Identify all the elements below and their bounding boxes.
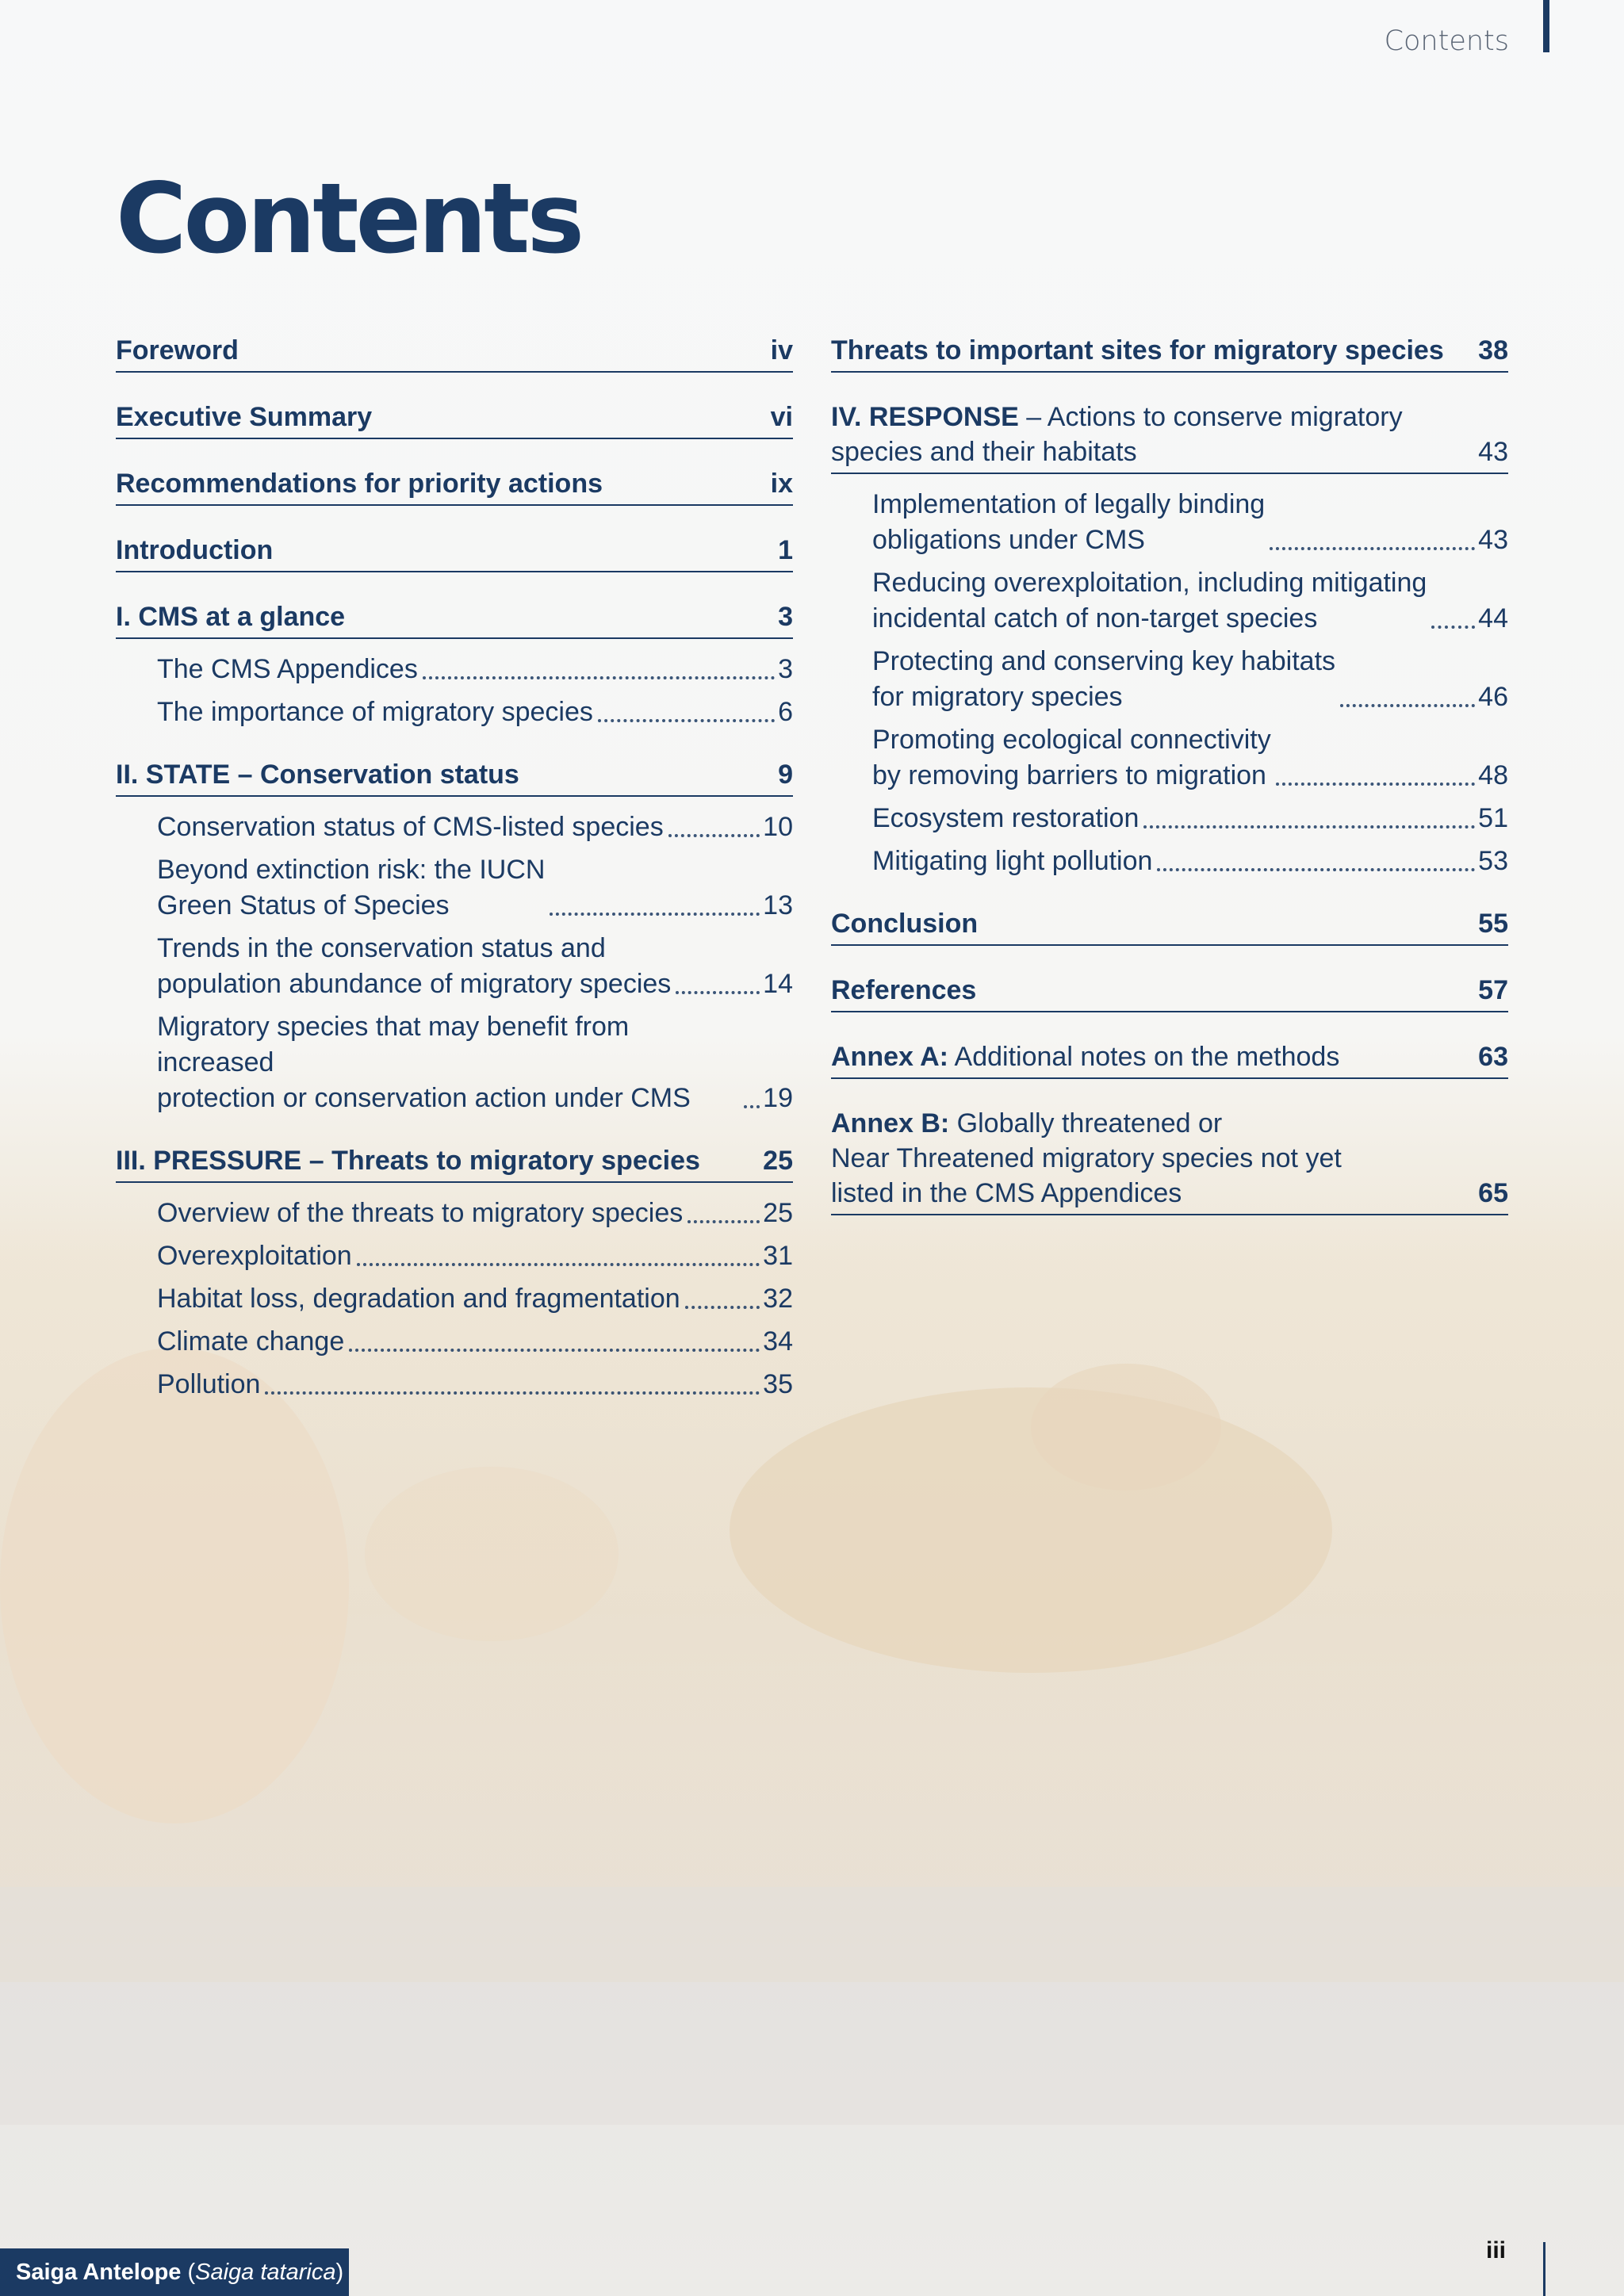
toc-subentry[interactable]: [157, 809, 793, 845]
toc-section-1-subentries: [116, 652, 793, 730]
leader-dots: [598, 719, 775, 722]
toc-entry-page: 9: [778, 760, 793, 790]
toc-subentry-page: 25: [763, 1198, 793, 1228]
toc-entry-recommendations[interactable]: [116, 466, 793, 506]
toc-subentry-page: 3: [778, 654, 793, 684]
toc-entry-page: 25: [763, 1146, 793, 1176]
leader-dots: [744, 1105, 760, 1108]
caption-scientific-name: Saiga tatarica: [195, 2260, 336, 2285]
toc-entry-label-bold: Annex B:: [831, 1108, 950, 1138]
running-header: Contents: [1384, 25, 1509, 57]
leader-dots: [685, 1306, 760, 1309]
leader-dots: [1157, 868, 1475, 871]
toc-entry-label: Recommendations for priority actions: [116, 469, 603, 499]
page-title: Contents: [116, 163, 582, 275]
leader-dots: [349, 1349, 760, 1352]
toc-entry-label-line2: species and their habitats: [831, 437, 1137, 467]
toc-subentry-page: 44: [1478, 603, 1508, 633]
toc-subentry-label: The importance of migratory species: [157, 697, 593, 727]
toc-subentry[interactable]: [872, 844, 1508, 879]
toc-subentry-page: 34: [763, 1326, 793, 1357]
caption-common-name: Saiga Antelope: [16, 2260, 182, 2285]
leader-dots: [265, 1391, 760, 1395]
toc-entry-label: Introduction: [116, 535, 274, 565]
toc-subentry-page: 48: [1478, 760, 1508, 790]
toc-subentry-label-line1: Migratory species that may benefit from increased: [157, 1012, 630, 1077]
toc-subentry[interactable]: [157, 1281, 793, 1317]
toc-entry-annex-b[interactable]: [831, 1106, 1508, 1215]
toc-entry-label-line3: listed in the CMS Appendices: [831, 1178, 1182, 1208]
toc-subentry-label-line2: population abundance of migratory species: [157, 969, 672, 999]
toc-subentry-page: 31: [763, 1241, 793, 1271]
toc-entry-introduction[interactable]: [116, 533, 793, 572]
toc-subentry-label: Conservation status of CMS-listed species: [157, 812, 664, 842]
toc-subentry[interactable]: [157, 852, 793, 924]
toc-subentry-label: The CMS Appendices: [157, 654, 418, 684]
toc-subentry[interactable]: [872, 722, 1508, 794]
photo-caption: [0, 2248, 349, 2296]
toc-entry-page: iv: [770, 335, 793, 365]
toc-subentry-label-line1: Protecting and conserving key habitats: [872, 646, 1336, 676]
toc-entry-page: 38: [1478, 335, 1508, 365]
toc-entry-page: 3: [778, 602, 793, 632]
toc-subentry-page: 35: [763, 1369, 793, 1399]
toc-subentry-label-line1: Beyond extinction risk: the IUCN: [157, 855, 546, 885]
toc-section-2[interactable]: [116, 757, 793, 797]
toc-subentry-label-line1: Reducing overexploitation, including mitigating: [872, 568, 1427, 598]
toc-entry-label-rest: – Actions to conserve migratory: [1018, 402, 1403, 432]
toc-subentry[interactable]: [872, 644, 1508, 715]
leader-dots: [688, 1220, 760, 1223]
toc-subentry-label-line1: Trends in the conservation status and: [157, 933, 606, 963]
toc-subentry-page: 6: [778, 697, 793, 727]
toc-subentry[interactable]: [157, 1238, 793, 1274]
leader-dots: [423, 676, 775, 679]
toc-subentry[interactable]: [157, 931, 793, 1002]
toc-subentry[interactable]: [872, 487, 1508, 558]
leader-dots: [1270, 547, 1475, 550]
toc-entry-label: III. PRESSURE – Threats to migratory species: [116, 1146, 700, 1176]
leader-dots: [1431, 626, 1475, 629]
toc-subentry-label-line2: for migratory species: [872, 682, 1123, 712]
toc-subentry-page: 53: [1478, 846, 1508, 876]
toc-entry-page: 63: [1478, 1042, 1508, 1072]
toc-entry-threats-sites[interactable]: [831, 333, 1508, 373]
toc-subentry-label: Overexploitation: [157, 1241, 352, 1271]
toc-subentry-page: 10: [763, 812, 793, 842]
toc-subentry-label-line2: obligations under CMS: [872, 525, 1145, 555]
footer-accent-bar: [1543, 2242, 1545, 2296]
toc-entry-executive-summary[interactable]: [116, 400, 793, 439]
toc-entry-label: Threats to important sites for migratory species: [831, 335, 1444, 365]
toc-subentry[interactable]: [157, 652, 793, 687]
toc-subentry-page: 46: [1478, 682, 1508, 712]
toc-subentry-page: 13: [763, 890, 793, 920]
toc-section-4[interactable]: [831, 400, 1508, 474]
toc-section-2-subentries: [116, 809, 793, 1116]
toc-subentry-label: Ecosystem restoration: [872, 803, 1139, 833]
toc-subentry[interactable]: [872, 801, 1508, 836]
toc-section-1[interactable]: [116, 599, 793, 639]
leader-dots: [1340, 704, 1475, 707]
toc-entry-page: ix: [770, 469, 793, 499]
toc-subentry-label: Climate change: [157, 1326, 345, 1357]
toc-entry-page: vi: [770, 402, 793, 432]
toc-subentry-label: Habitat loss, degradation and fragmentation: [157, 1284, 680, 1314]
leader-dots: [1276, 783, 1475, 786]
toc-entry-label: Foreword: [116, 335, 239, 365]
leader-dots: [1143, 825, 1475, 828]
toc-entry-references[interactable]: [831, 973, 1508, 1012]
page-number: iii: [1486, 2237, 1507, 2263]
toc-subentry-label-line1: Promoting ecological connectivity: [872, 725, 1271, 755]
toc-entry-page: 1: [778, 535, 793, 565]
toc-subentry-label-line2: incidental catch of non-target species: [872, 603, 1318, 633]
toc-entry-label-rest: Globally threatened or: [949, 1108, 1223, 1138]
caption-paren-close: ): [335, 2260, 344, 2285]
toc-entry-page: 65: [1478, 1178, 1508, 1208]
toc-entry-label: Executive Summary: [116, 402, 373, 432]
toc-entry-label-rest: Additional notes on the methods: [948, 1042, 1340, 1072]
leader-dots: [550, 913, 760, 916]
toc-subentry-page: 43: [1478, 525, 1508, 555]
toc-subentry[interactable]: [157, 1324, 793, 1360]
toc-entry-label: II. STATE – Conservation status: [116, 760, 519, 790]
toc-subentry-label-line2: Green Status of Species: [157, 890, 450, 920]
toc-subentry-page: 14: [763, 969, 793, 999]
toc-subentry-page: 19: [763, 1083, 793, 1113]
caption-paren-open: (: [181, 2260, 196, 2285]
toc-entry-annex-a[interactable]: [831, 1039, 1508, 1079]
toc-subentry[interactable]: [157, 1367, 793, 1402]
toc-subentry-label: Pollution: [157, 1369, 261, 1399]
toc-entry-label: Conclusion: [831, 909, 979, 939]
toc-entry-label-bold: Annex A:: [831, 1042, 948, 1072]
toc-entry-label: References: [831, 975, 977, 1005]
toc-subentry[interactable]: [872, 565, 1508, 637]
leader-dots: [668, 834, 760, 837]
toc-section-4-subentries: [831, 487, 1508, 879]
leader-dots: [676, 991, 760, 994]
toc-section-3-subentries: [116, 1196, 793, 1402]
toc-entry-page: 55: [1478, 909, 1508, 939]
toc-subentry-page: 32: [763, 1284, 793, 1314]
toc-right-column: [831, 333, 1508, 1242]
toc-subentry-label-line2: by removing barriers to migration: [872, 760, 1266, 790]
toc-entry-label-line2: Near Threatened migratory species not yet: [831, 1143, 1342, 1173]
toc-section-3[interactable]: [116, 1143, 793, 1183]
toc-subentry-page: 51: [1478, 803, 1508, 833]
toc-subentry[interactable]: [157, 695, 793, 730]
toc-subentry-label-line1: Implementation of legally binding: [872, 489, 1266, 519]
toc-subentry-label: Overview of the threats to migratory species: [157, 1198, 684, 1228]
toc-entry-conclusion[interactable]: [831, 906, 1508, 946]
header-accent-bar: [1543, 0, 1549, 52]
toc-entry-page: 43: [1478, 437, 1508, 467]
toc-subentry[interactable]: [157, 1009, 793, 1116]
toc-entry-label-bold: IV. RESPONSE: [831, 402, 1019, 432]
toc-subentry-label: Mitigating light pollution: [872, 846, 1153, 876]
toc-entry-label: I. CMS at a glance: [116, 602, 346, 632]
toc-left-column: [116, 333, 793, 1429]
toc-entry-foreword[interactable]: [116, 333, 793, 373]
toc-subentry-label-line2: protection or conservation action under CMS: [157, 1083, 691, 1113]
toc-subentry[interactable]: [157, 1196, 793, 1231]
leader-dots: [357, 1263, 760, 1266]
toc-entry-page: 57: [1478, 975, 1508, 1005]
